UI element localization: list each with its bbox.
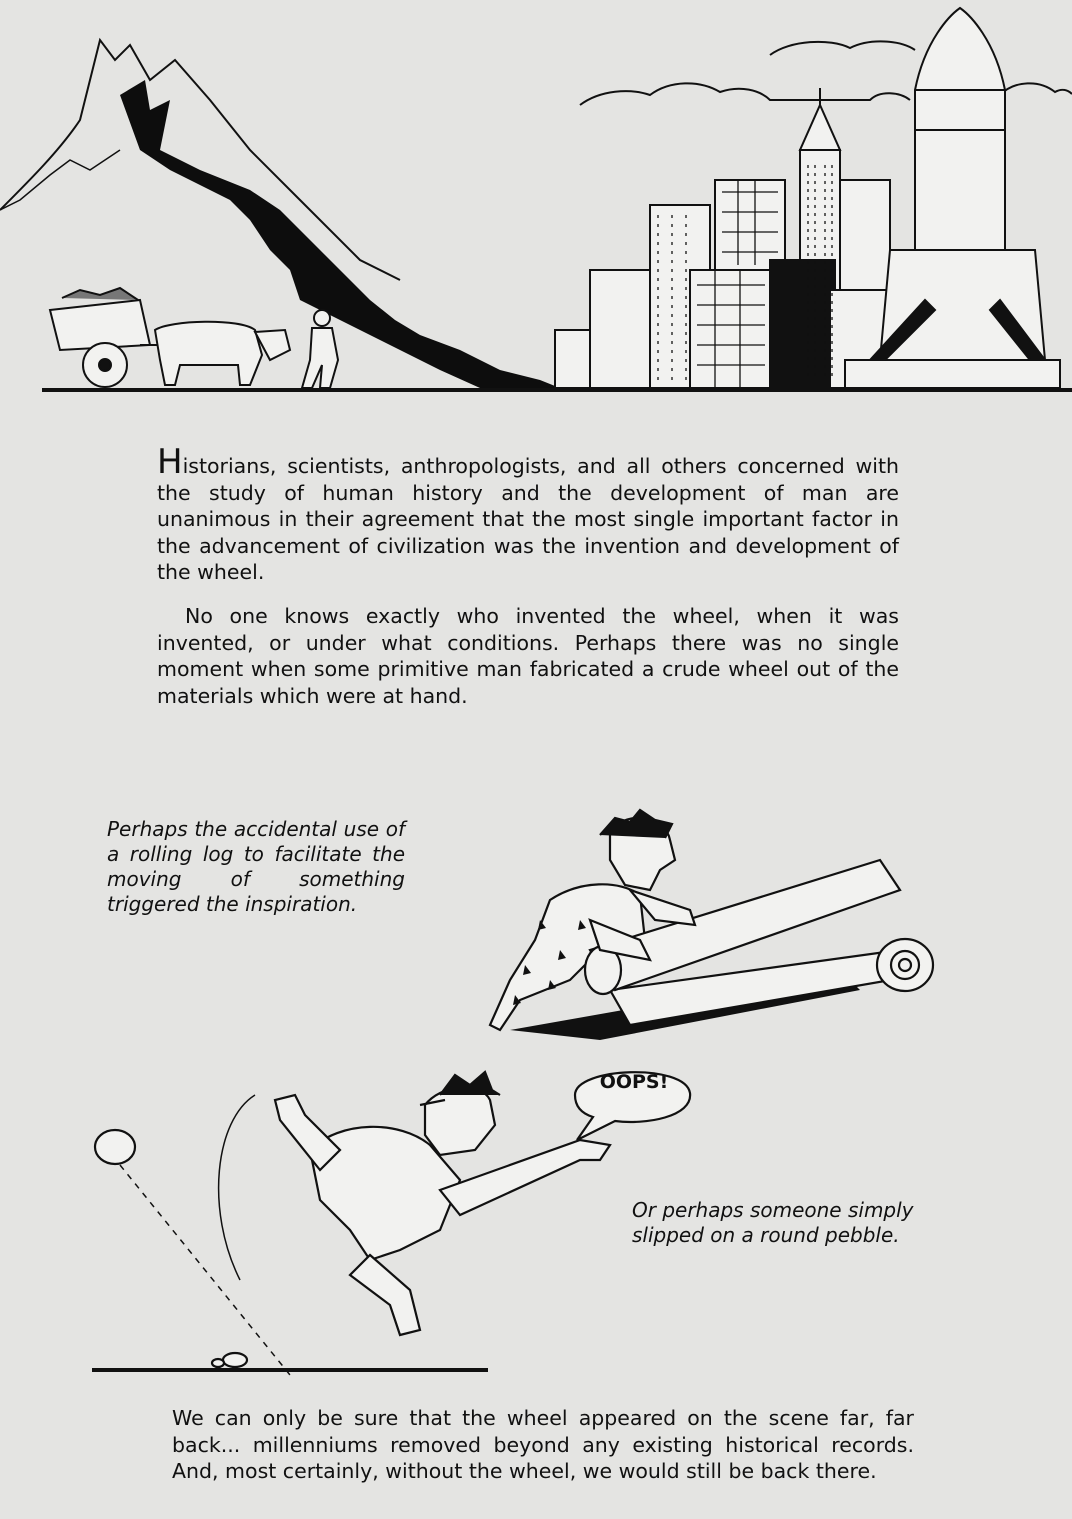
intro-paragraph-1 [157, 442, 899, 586]
intro-paragraph-1-text: istorians, scientists, anthropologists, and all others concerned with the study of human history and the development of man are unanimous in their agreement that the most single important factor in the advancement of civilization was the invention and development of the wheel. [157, 454, 899, 584]
speech-bubble-text: OOPS! [599, 1071, 669, 1093]
ox-cart-icon [50, 288, 338, 388]
caveman-log-illustration [480, 800, 940, 1060]
closing-paragraph: We can only be sure that the wheel appeared on the scene far, far back... millenniums removed beyond any existing historical records. And, most certainly, without the wheel, we would still be back there. [172, 1406, 914, 1483]
speech-bubble-shape [555, 1055, 715, 1145]
log-caption: Perhaps the accidental use of a rolling log to facilitate the moving of something triggered the inspiration. [107, 817, 405, 916]
pebble-caption: Or perhaps someone simply slipped on a round pebble. [632, 1198, 914, 1247]
dropcap-letter: H [157, 442, 183, 482]
history-panorama-illustration [0, 0, 1072, 400]
intro-paragraph-2: No one knows exactly who invented the wheel, when it was invented, or under what conditions. Perhaps there was no single moment when some primitive man fabricated a crude wheel out of the materials which were at hand. [157, 604, 899, 708]
